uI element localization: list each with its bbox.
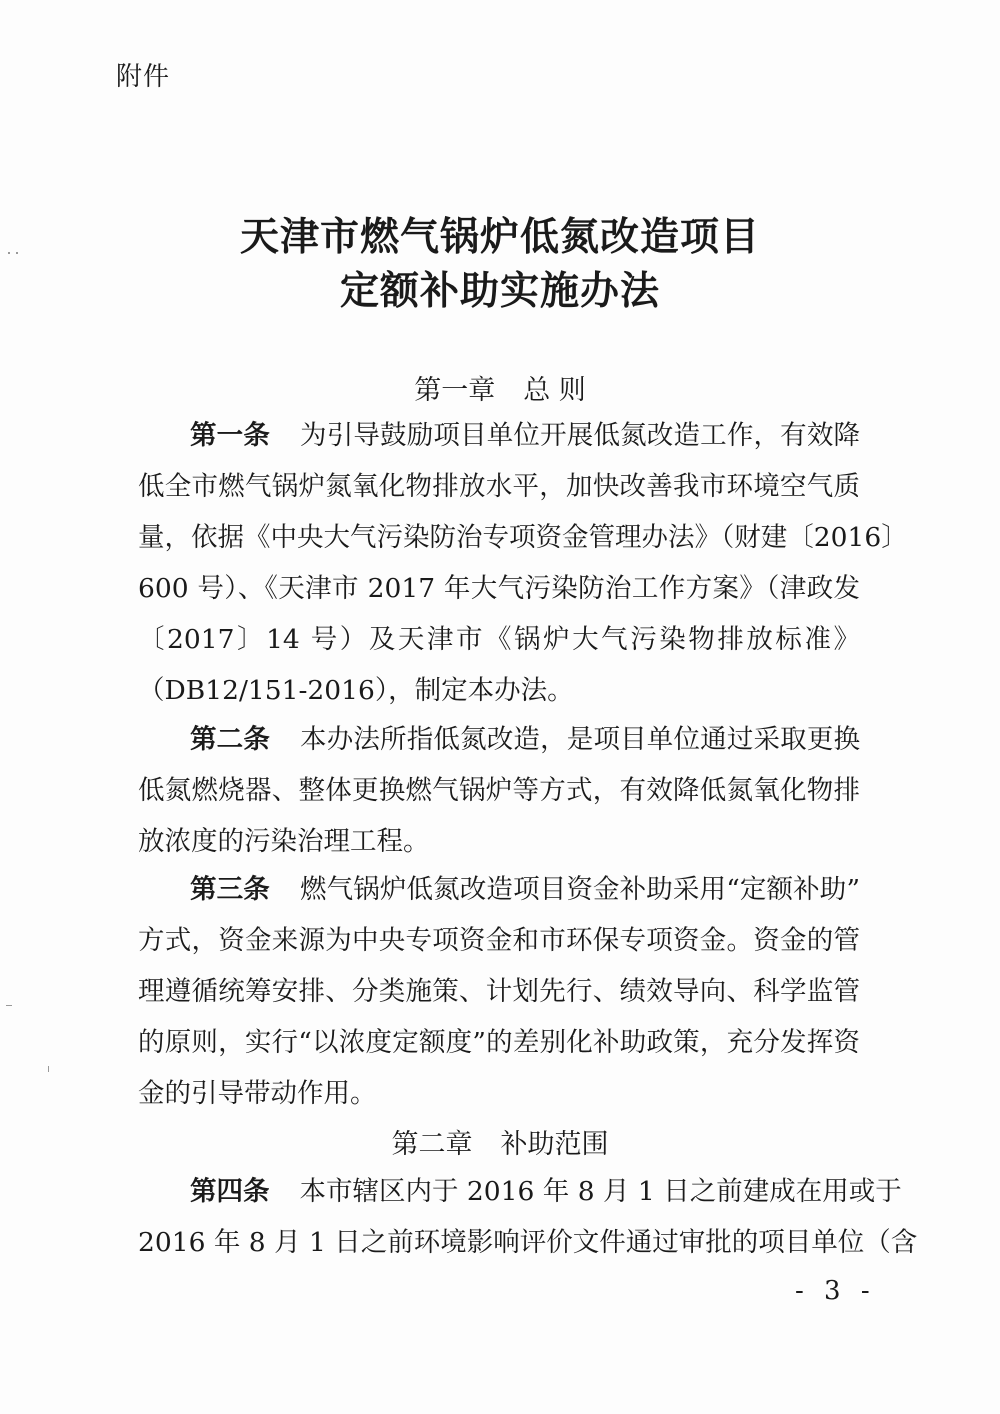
article-1-line-4: 600 号）、《天津市 2017 年大气污染防治工作方案》（津政发: [138, 573, 860, 604]
article-3-line-2: 方式，资金来源为中央专项资金和市环保专项资金。资金的管: [138, 925, 860, 956]
article-3-label: 第三条: [190, 874, 270, 905]
article-1-line-3: 量，依据《中央大气污染防治专项资金管理办法》（财建〔2016〕: [138, 522, 908, 553]
chapter-2-heading: [0, 1122, 1000, 1161]
article-4-line-1: [138, 1166, 902, 1217]
chapter-1-name: 总 则: [523, 375, 586, 406]
article-2: [138, 714, 860, 867]
scan-artifact: [16, 252, 18, 254]
article-3-line-5: 金的引导带动作用。: [138, 1078, 377, 1109]
article-4-line-2: 2016 年 8 月 1 日之前环境影响评价文件通过审批的项目单位（含: [138, 1227, 918, 1258]
chapter-1-heading: [0, 368, 1000, 407]
article-4-label: 第四条: [190, 1176, 270, 1207]
article-1-line-2: 低全市燃气锅炉氮氧化物排放水平，加快改善我市环境空气质: [138, 471, 860, 502]
chapter-2-number: 第二章: [391, 1129, 473, 1160]
chapter-2-name: 补助范围: [500, 1129, 609, 1160]
article-1-line-5: 〔2017〕14 号）及天津市《锅炉大气污染物排放标准》: [138, 624, 860, 655]
article-3: [138, 864, 860, 1119]
article-1-line-1: [138, 410, 860, 461]
article-4: [138, 1166, 918, 1268]
article-1: [138, 410, 908, 716]
article-3-text-1: 燃气锅炉低氮改造项目资金补助采用“定额补助”: [299, 874, 860, 905]
scan-artifact: [6, 1005, 12, 1006]
article-2-line-3: 放浓度的污染治理工程。: [138, 826, 430, 857]
document-title-line-2: 定额补助实施办法: [339, 268, 660, 314]
article-3-line-1: [138, 864, 860, 915]
scan-artifact: [48, 1066, 49, 1072]
article-2-label: 第二条: [190, 724, 271, 755]
article-4-text-1: 本市辖区内于 2016 年 8 月 1 日之前建成在用或于: [299, 1176, 902, 1207]
attachment-label: 附件: [116, 62, 171, 92]
document-title-line-1: 天津市燃气锅炉低氮改造项目: [239, 214, 760, 260]
article-2-line-1: [138, 714, 860, 765]
article-3-line-4: 的原则，实行“以浓度定额度”的差别化补助政策，充分发挥资: [138, 1027, 860, 1058]
article-1-text-1: 为引导鼓励项目单位开展低氮改造工作，有效降: [300, 420, 861, 451]
article-3-line-3: 理遵循统筹安排、分类施策、计划先行、绩效导向、科学监管: [138, 976, 860, 1007]
article-2-line-2: 低氮燃烧器、整体更换燃气锅炉等方式，有效降低氮氧化物排: [138, 775, 860, 806]
chapter-1-number: 第一章: [414, 375, 496, 406]
article-2-text-1: 本办法所指低氮改造，是项目单位通过采取更换: [300, 724, 861, 755]
scan-artifact: [8, 252, 10, 254]
article-1-label: 第一条: [190, 420, 271, 451]
article-1-line-6: （DB12/151-2016），制定本办法。: [138, 675, 574, 706]
page-number: - 3 -: [795, 1276, 876, 1306]
